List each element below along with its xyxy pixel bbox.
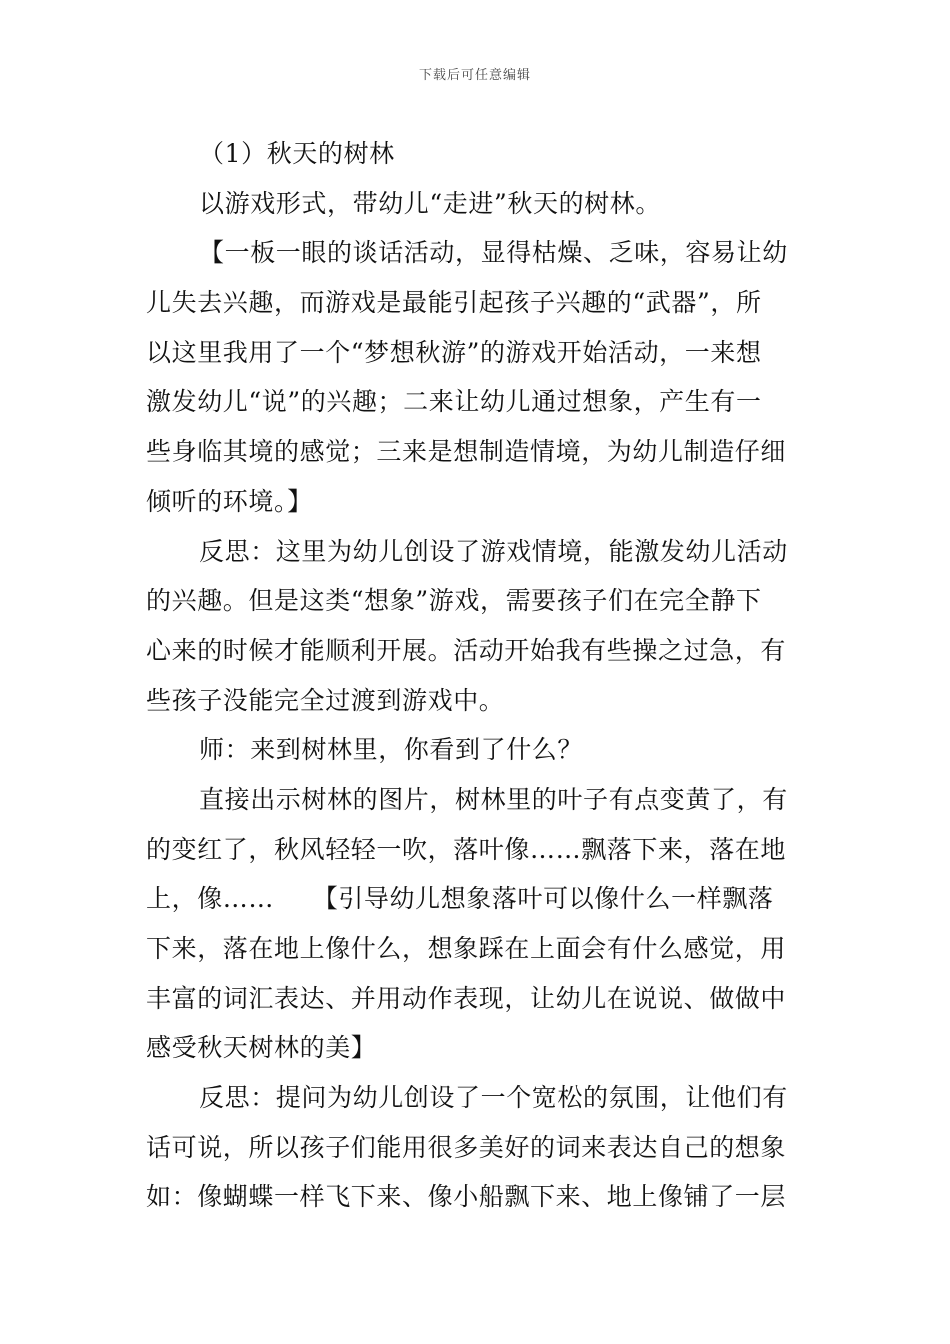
paragraph-line: 倾听的环境。】	[146, 486, 313, 516]
document-body	[146, 129, 808, 1222]
paragraph-line: 话可说，所以孩子们能用很多美好的词来表达自己的想象	[146, 1132, 787, 1162]
paragraph-line: 激发幼儿“说”的兴趣；二来让幼儿通过想象，产生有一	[146, 387, 762, 417]
paragraph-line: 感受秋天树林的美】	[146, 1033, 377, 1063]
paragraph-line: 以这里我用了一个“梦想秋游”的游戏开始活动，一来想	[146, 337, 762, 367]
paragraph-line: 反思：这里为幼儿创设了游戏情境，能激发幼儿活动	[199, 536, 788, 566]
paragraph-line: 心来的时候才能顺利开展。活动开始我有些操之过急，有	[146, 635, 787, 665]
paragraph-line: 上，像…… 【引导幼儿想象落叶可以像什么一样飘落	[146, 884, 774, 914]
paragraph-line: 直接出示树林的图片，树林里的叶子有点变黄了，有	[199, 784, 788, 814]
paragraph-line: 【一板一眼的谈话活动，显得枯燥、乏味，容易让幼	[199, 238, 788, 268]
paragraph-line: 反思：提问为幼儿创设了一个宽松的氛围，让他们有	[199, 1083, 788, 1113]
paragraph-line: 的变红了，秋风轻轻一吹，落叶像……飘落下来，落在地	[146, 834, 787, 864]
paragraph-line: 些身临其境的感觉；三来是想制造情境，为幼儿制造仔细	[146, 437, 787, 467]
paragraph-line: 师：来到树林里，你看到了什么？	[199, 735, 584, 765]
page-header: 下载后可任意编辑	[418, 68, 531, 83]
paragraph-line: 的兴趣。但是这类“想象”游戏，需要孩子们在完全静下	[146, 586, 762, 616]
paragraph-line: 如：像蝴蝶一样飞下来、像小船飘下来、地上像铺了一层	[146, 1182, 787, 1212]
paragraph-line: 些孩子没能完全过渡到游戏中。	[146, 685, 505, 715]
paragraph-line: 以游戏形式，带幼儿“走进”秋天的树林。	[199, 188, 661, 218]
section-heading: （1）秋天的树林	[199, 139, 395, 168]
paragraph-line: 丰富的词汇表达、并用动作表现，让幼儿在说说、做做中	[146, 983, 787, 1013]
paragraph-line: 儿失去兴趣，而游戏是最能引起孩子兴趣的“武器”，所	[146, 288, 762, 318]
paragraph-line: 下来，落在地上像什么，想象踩在上面会有什么感觉，用	[146, 934, 787, 963]
